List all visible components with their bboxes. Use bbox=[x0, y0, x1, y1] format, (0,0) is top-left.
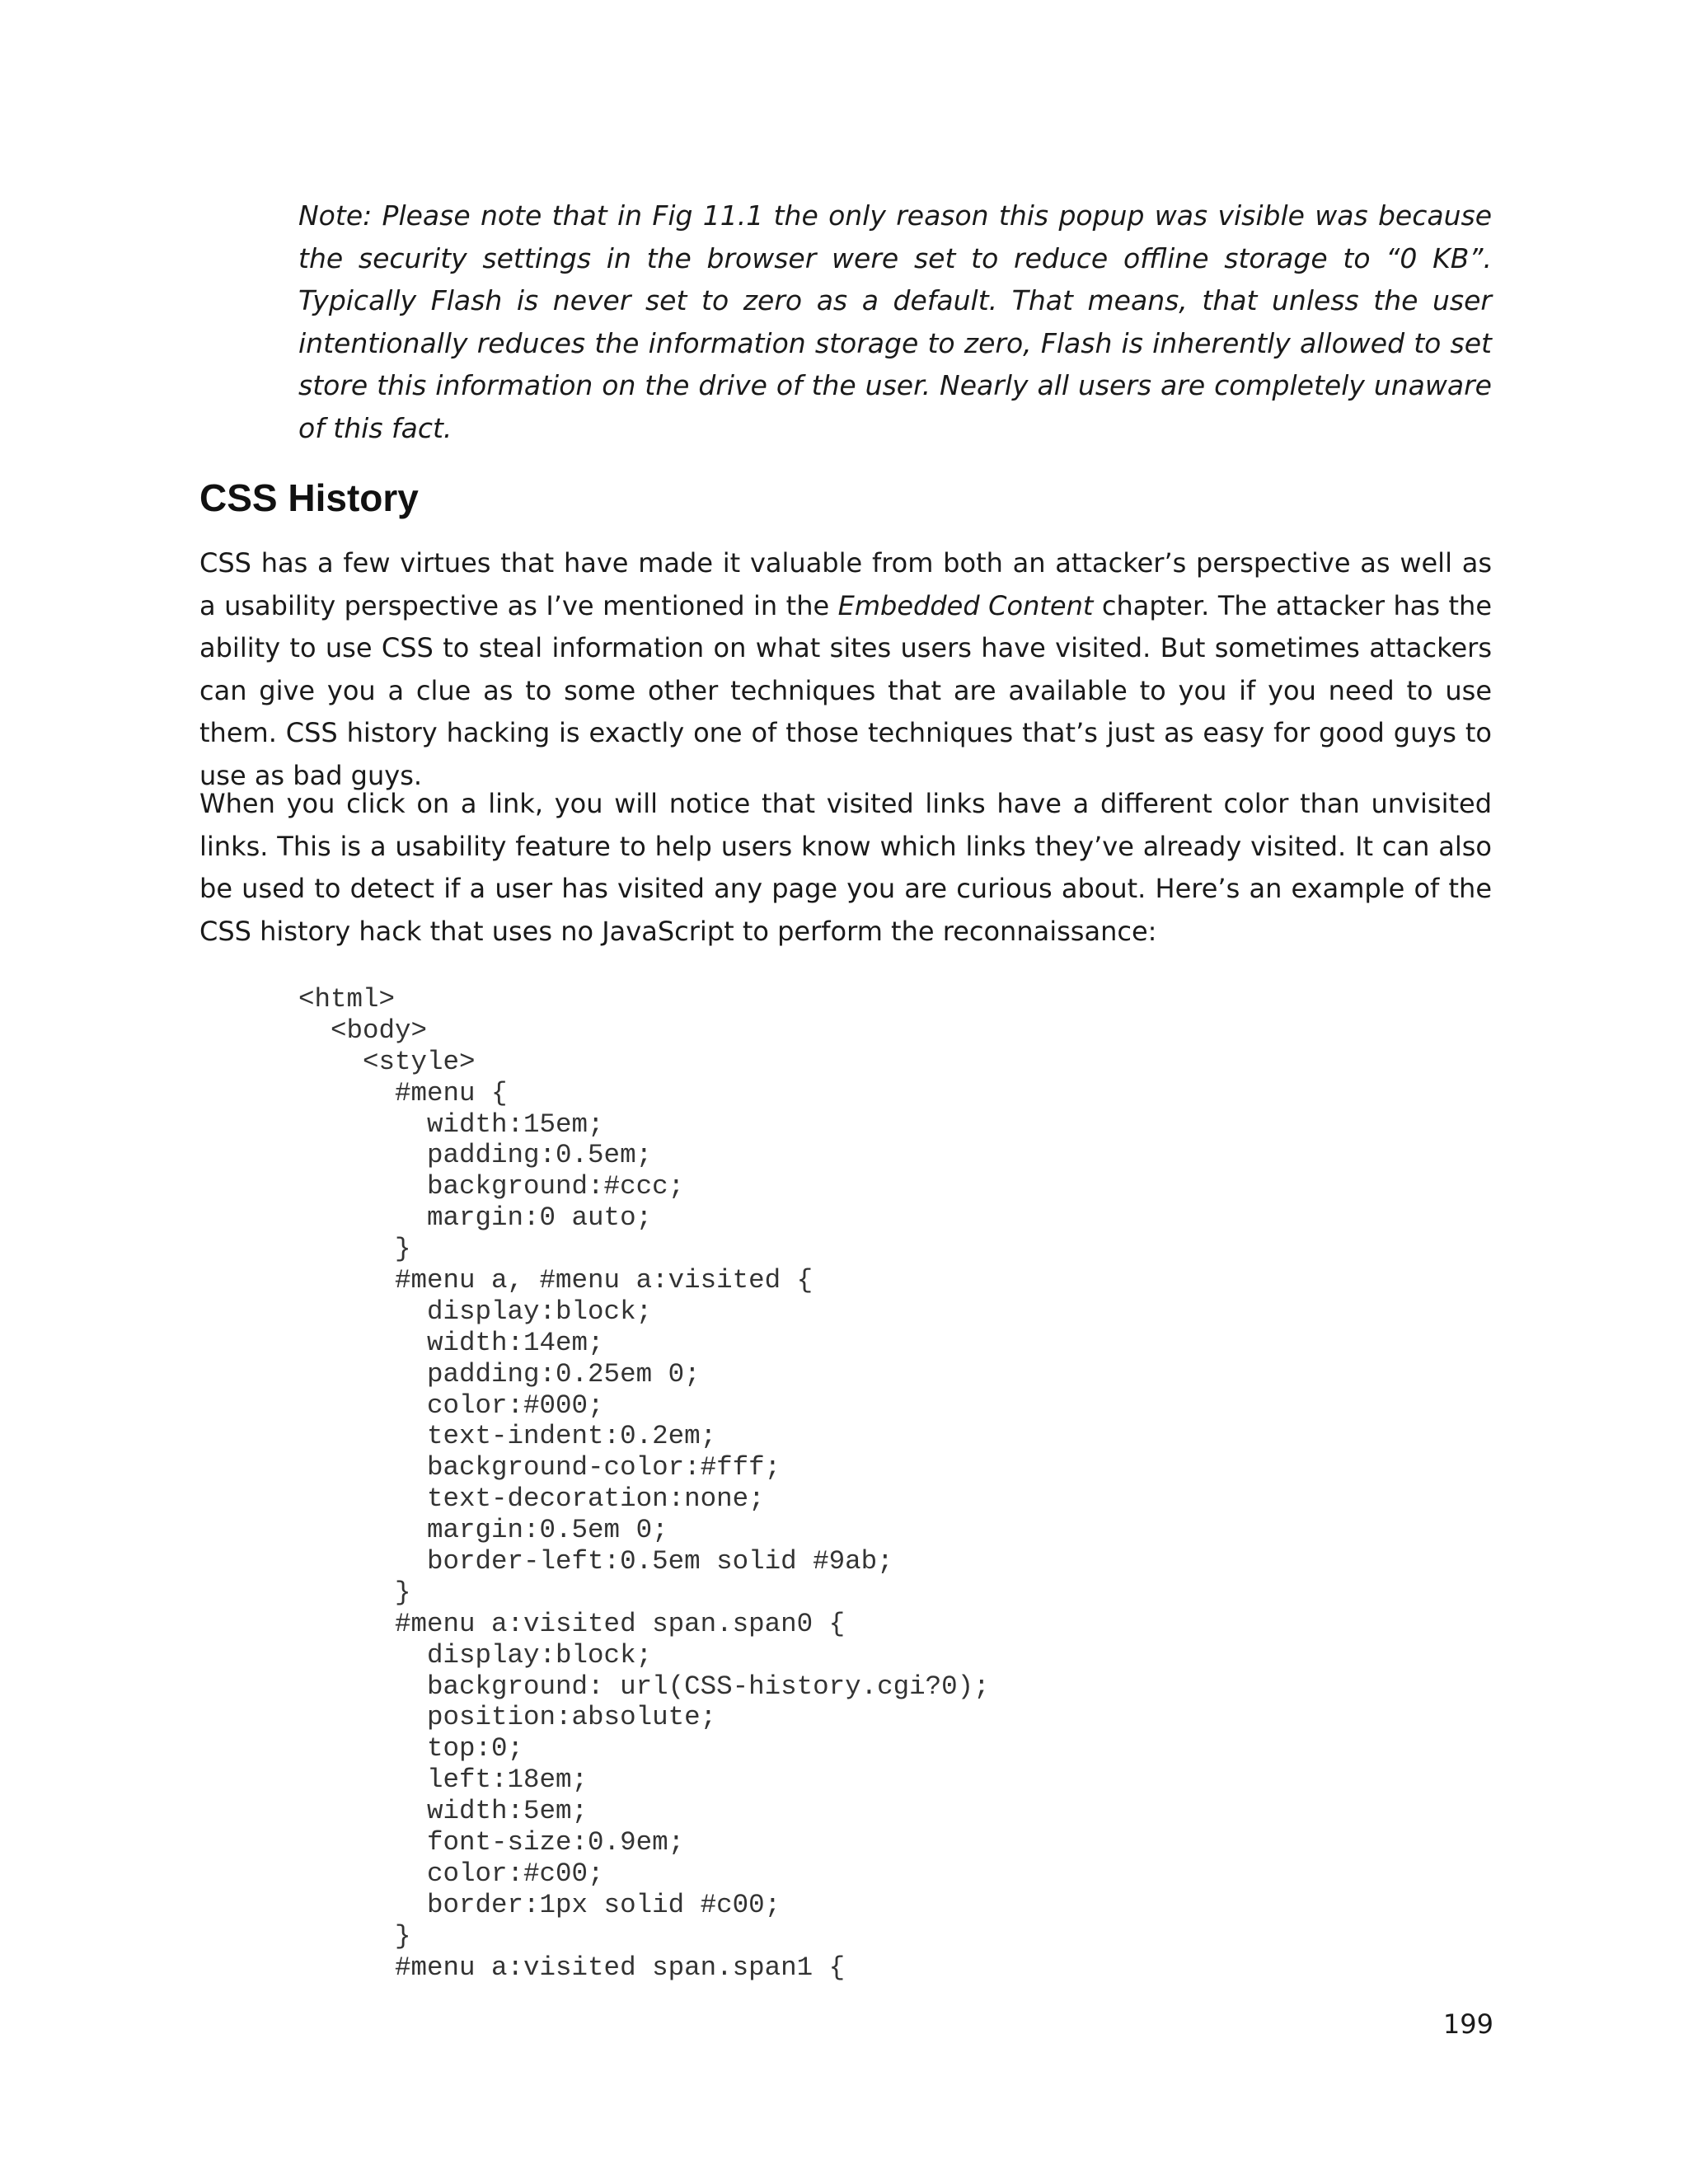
code-line: text-indent:0.2em; bbox=[298, 1421, 717, 1452]
code-line: <body> bbox=[298, 1015, 428, 1046]
code-line: padding:0.25em 0; bbox=[298, 1358, 701, 1390]
page-number: 199 bbox=[1442, 2008, 1493, 2040]
code-listing bbox=[298, 984, 990, 1984]
code-line: } bbox=[298, 1577, 411, 1608]
code-line: left:18em; bbox=[298, 1765, 588, 1796]
code-line: border-left:0.5em solid #9ab; bbox=[298, 1546, 893, 1577]
code-line: #menu { bbox=[298, 1077, 508, 1108]
code-line: background:#ccc; bbox=[298, 1171, 685, 1202]
code-line: border:1px solid #c00; bbox=[298, 1889, 781, 1920]
code-line: #menu a, #menu a:visited { bbox=[298, 1265, 814, 1296]
code-line: background: url(CSS-history.cgi?0); bbox=[298, 1671, 990, 1702]
code-line: } bbox=[298, 1234, 411, 1265]
code-line: width:14em; bbox=[298, 1327, 604, 1358]
code-line: position:absolute; bbox=[298, 1702, 717, 1733]
code-line: display:block; bbox=[298, 1639, 653, 1671]
code-line: <style> bbox=[298, 1046, 476, 1077]
code-line: #menu a:visited span.span0 { bbox=[298, 1608, 846, 1639]
chapter-reference: Embedded Content bbox=[837, 589, 1094, 621]
code-line: width:15em; bbox=[298, 1108, 604, 1140]
code-line: top:0; bbox=[298, 1733, 524, 1765]
code-line: margin:0 auto; bbox=[298, 1202, 653, 1234]
code-line: text-decoration:none; bbox=[298, 1483, 765, 1515]
code-line: } bbox=[298, 1920, 411, 1952]
body-paragraph-2: When you click on a link, you will notice that visited links have a different color than unvisited links. This is a usability feature to help users know which links they’ve already visited. It can also be used to detect if a user has visited any page you are curious about. Here’s an example of the CSS history hack that uses no JavaScript to perform the reconnaissance: bbox=[199, 788, 1492, 947]
code-line: margin:0.5em 0; bbox=[298, 1515, 668, 1546]
code-line: color:#c00; bbox=[298, 1858, 604, 1889]
code-line: <html> bbox=[298, 984, 396, 1015]
section-heading: CSS History bbox=[199, 476, 419, 519]
code-line: font-size:0.9em; bbox=[298, 1827, 685, 1858]
code-line: color:#000; bbox=[298, 1390, 604, 1421]
code-line: #menu a:visited span.span1 { bbox=[298, 1952, 846, 1983]
body-paragraph-1 bbox=[199, 542, 1492, 797]
code-line: padding:0.5em; bbox=[298, 1140, 653, 1171]
code-line: width:5em; bbox=[298, 1796, 588, 1827]
paragraph-1-text-before: CSS has a few virtues that have made it valuable from both an attacker’s perspective as well as a usability perspective as I’ve mentioned in the bbox=[199, 547, 1492, 621]
note-paragraph: Note: Please note that in Fig 11.1 the only reason this popup was visible was because the security settings in the browser were set to reduce offline storage to “0 KB”. Typically Flash is never set to zero as a default. That means, that unless the user intentionally reduces the information storage to zero, Flash is inherently allowed to set store this information on the drive of the user. Nearly all users are completely unaware of this fact. bbox=[298, 199, 1492, 444]
paragraph-1-text-after: chapter. The attacker has the ability to use CSS to steal information on what sites users have visited. But sometimes attackers can give you a clue as to some other techniques that are available to you if you need to use them. CSS history hacking is exactly one of those techniques that’s just as easy for good guys to use as bad guys. bbox=[199, 589, 1493, 791]
code-line: display:block; bbox=[298, 1296, 653, 1327]
code-line: background-color:#fff; bbox=[298, 1452, 781, 1483]
